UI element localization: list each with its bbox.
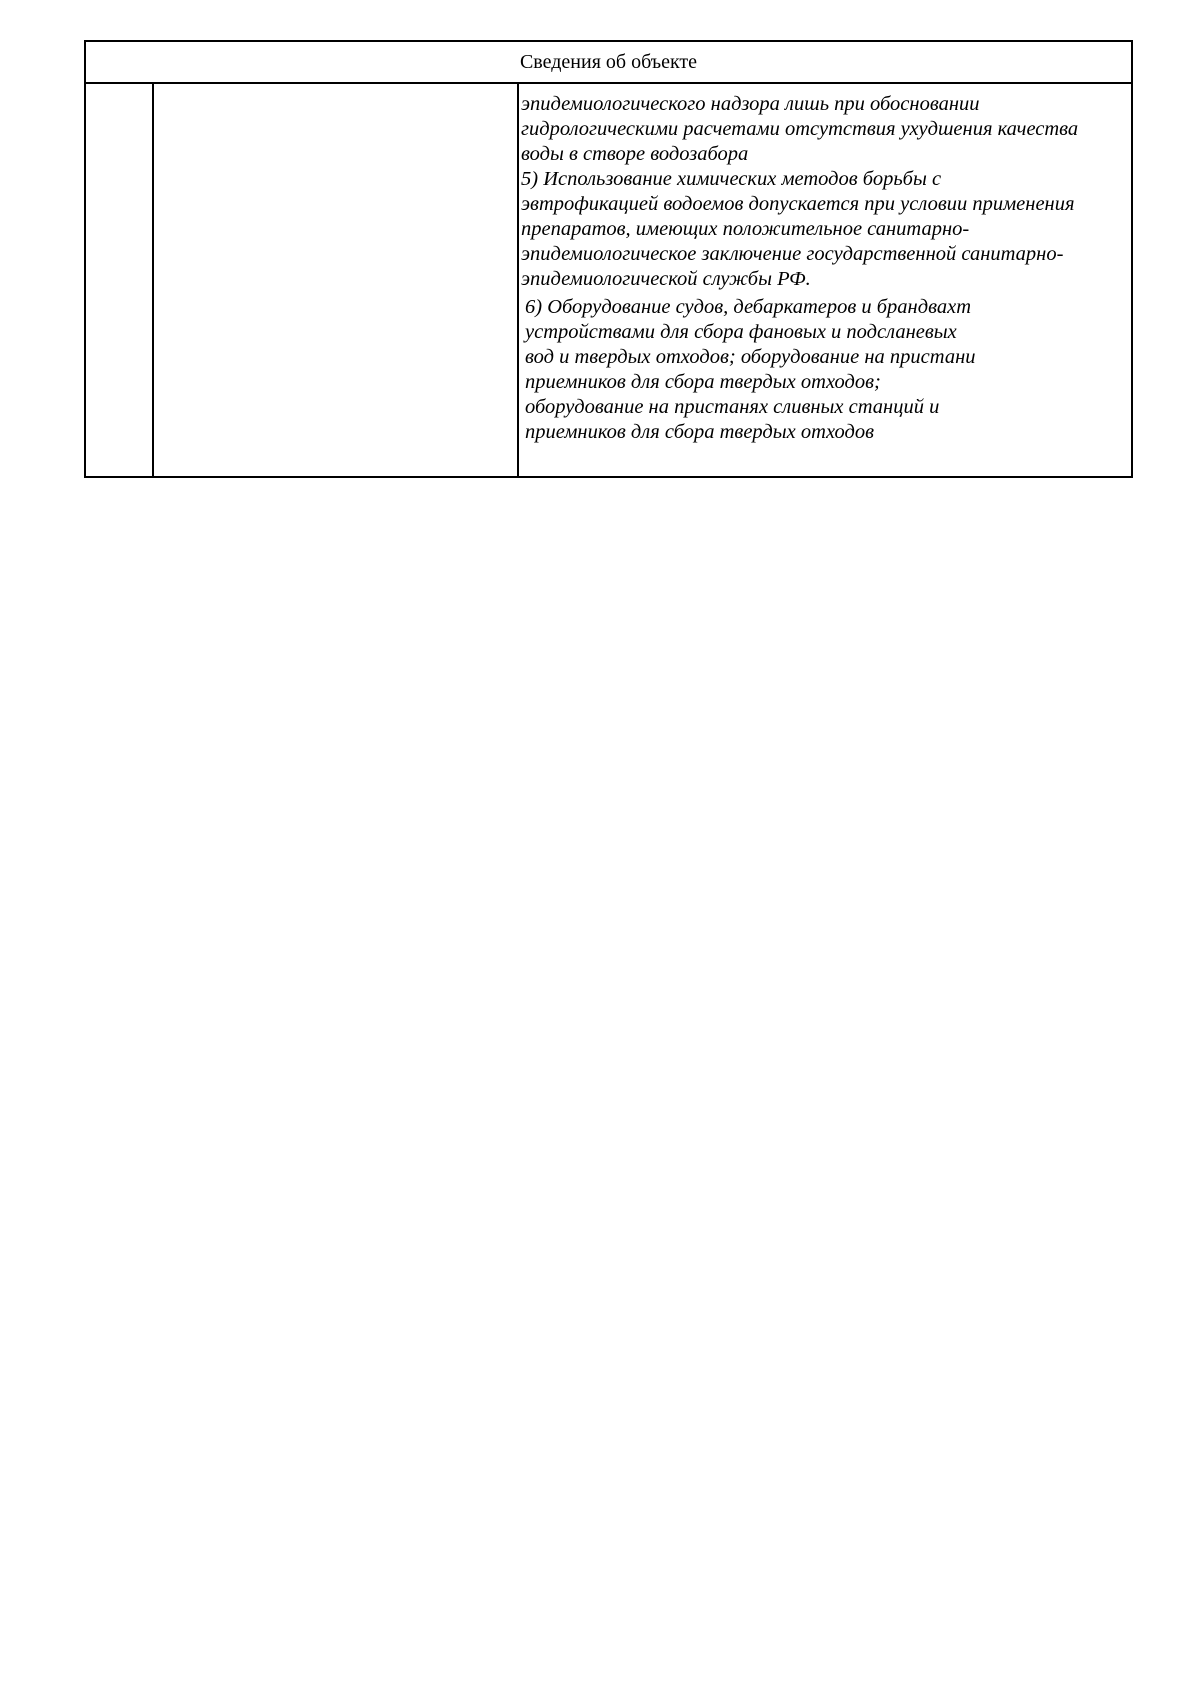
object-info-table xyxy=(84,40,1133,478)
info-line: оборудование на пристанях сливных станций и xyxy=(525,396,940,418)
info-line: устройствами для сбора фановых и подсланевых xyxy=(525,321,957,343)
info-cell xyxy=(519,84,1131,476)
info-line: препаратов, имеющих положительное санитарно- xyxy=(521,218,970,240)
number-cell xyxy=(86,84,154,476)
table-header: Сведения об объекте xyxy=(86,42,1131,84)
info-line: приемников для сбора твердых отходов xyxy=(525,421,875,443)
info-line: эпидемиологической службы РФ. xyxy=(521,268,811,290)
info-line: вод и твердых отходов; оборудование на пристани xyxy=(525,346,976,368)
info-line: эпидемиологическое заключение государственной санитарно- xyxy=(521,243,1064,265)
info-line: гидрологическими расчетами отсутствия ухудшения качества xyxy=(521,118,1079,140)
table-row xyxy=(86,84,1131,476)
info-line: приемников для сбора твердых отходов; xyxy=(525,371,881,393)
info-line: 5) Использование химических методов борьбы с xyxy=(521,168,942,190)
info-line: 6) Оборудование судов, дебаркатеров и брандвахт xyxy=(525,296,972,318)
info-line: воды в створе водозабора xyxy=(521,143,749,165)
info-line: эвтрофикацией водоемов допускается при условии применения xyxy=(521,193,1075,215)
name-cell xyxy=(154,84,519,476)
info-line: эпидемиологического надзора лишь при обосновании xyxy=(521,93,980,115)
